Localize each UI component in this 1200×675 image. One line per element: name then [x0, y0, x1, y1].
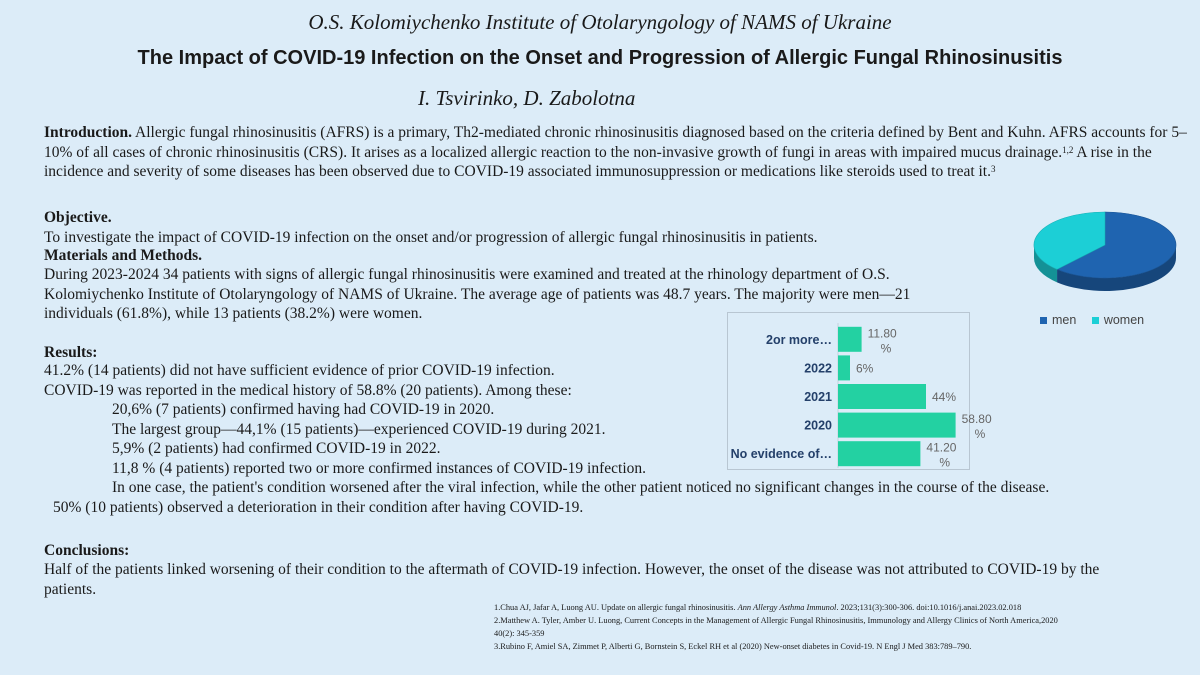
- result-line: In one case, the patient's condition worsened after the viral infection, while the other patient noticed no significant changes in the course of the disease.: [112, 479, 1050, 496]
- result-line: 41.2% (14 patients) did not have sufficient evidence of prior COVID-19 infection.: [44, 362, 555, 379]
- bar: [838, 327, 862, 352]
- methods-text: During 2023-2024 34 patients with signs of allergic fungal rhinosinusitis were examined and treated at the rhinology department of O.S. Kolomiychenko Institute of Otolaryngology of NAMS of Ukraine. The average age of patients was 48.7 years. The majority were men—21 individuals (61.8%), while 13 patients (38.2%) were women.: [44, 266, 911, 322]
- reference-1-text-b: . 2023;131(3):300-306. doi:10.1016/j.anai.2023.02.018: [836, 603, 1022, 612]
- bar: [838, 384, 926, 409]
- legend-swatch-women: [1092, 317, 1099, 324]
- result-line: 5,9% (2 patients) had confirmed COVID-19 in 2022.: [112, 440, 441, 457]
- bar-category-label: 2022: [804, 361, 832, 376]
- poster-title: The Impact of COVID-19 Infection on the Onset and Progression of Allergic Fungal Rhinosinusitis: [137, 47, 1063, 69]
- bar-chart-svg: [728, 313, 992, 471]
- authors: I. Tsvirinko, D. Zabolotna: [418, 86, 636, 110]
- reference-3: 3.Rubino F, Amiel SA, Zimmet P, Alberti G, Bornstein S, Eckel RH et al (2020) New-onset diabetes in Covid-19. N Engl J Med 383:789–790.: [494, 642, 972, 651]
- reference-1-journal: Ann Allergy Asthma Immunol: [737, 603, 837, 612]
- introduction-text-a: Allergic fungal rhinosinusitis (AFRS) is a primary, Th2-mediated chronic rhinosinusitis diagnosed based on the criteria defined by Bent and Kuhn. AFRS accounts for 5–10% of all cases of chronic rhinosinusitis (CRS). It arises as a localized allergic reaction to the non-invasive growth of fungi in areas with impaired mucus drainage.: [44, 124, 1187, 161]
- reference-1: [494, 601, 1074, 614]
- introduction-heading: Introduction.: [44, 124, 132, 141]
- gender-pie-chart: [1025, 205, 1185, 340]
- objective-text: To investigate the impact of COVID-19 infection on the onset and/or progression of allergic fungal rhinosinusitis in patients.: [44, 229, 818, 246]
- result-line: 20,6% (7 patients) confirmed having had COVID-19 in 2020.: [112, 401, 495, 418]
- bar-value-label: 58.80 %: [961, 412, 992, 442]
- bar: [838, 441, 920, 466]
- pie-chart-svg: [1025, 205, 1185, 305]
- bar: [838, 413, 956, 438]
- methods-heading: Materials and Methods.: [44, 247, 203, 264]
- legend-label-men: men: [1052, 313, 1077, 327]
- bar-category-label: 2020: [804, 418, 832, 433]
- result-line: 11,8 % (4 patients) reported two or more confirmed instances of COVID-19 infection.: [112, 459, 647, 477]
- bar: [838, 355, 850, 380]
- introduction-citation-b: 3: [991, 164, 996, 174]
- bar-value-label: 41.20 %: [926, 440, 957, 470]
- introduction-citation-a: 1,2: [1062, 144, 1074, 155]
- legend-swatch-men: [1040, 317, 1047, 324]
- reference-2: 2.Matthew A. Tyler, Amber U. Luong, Current Concepts in the Management of Allergic Fungal Rhinosinusitis, Immunology and Allergy Clinics of North America,2020 40(2): 345-359: [494, 616, 1058, 638]
- conclusions-text: Half of the patients linked worsening of their condition to the aftermath of COVID-19 infection. However, the onset of the disease was not attributed to COVID-19 by the patients.: [44, 561, 1100, 598]
- results-list: [44, 361, 1194, 517]
- bar-value-label: 6%: [856, 361, 874, 376]
- bar-category-label: 2or more…: [766, 332, 832, 347]
- legend-item-women: [1092, 313, 1144, 327]
- references: [494, 601, 1074, 653]
- bar-value-label: 11.80 %: [867, 326, 897, 356]
- pie-legend: [1040, 313, 1190, 327]
- objective-heading: Objective.: [44, 209, 112, 226]
- conclusions-heading: Conclusions:: [44, 542, 130, 559]
- introduction-text-b: A rise in the incidence and severity of some diseases has been observed due to COVID-19 associated immunosuppression or medications like steroids used to treat it.: [44, 143, 1152, 180]
- bar-value-label: 44%: [932, 390, 957, 404]
- covid-year-bar-chart: [727, 312, 992, 470]
- legend-label-women: women: [1103, 313, 1145, 327]
- institute-name: O.S. Kolomiychenko Institute of Otolaryngology of NAMS of Ukraine: [308, 10, 892, 34]
- introduction-section: [44, 123, 1189, 182]
- bar-category-label: 2021: [804, 390, 832, 404]
- legend-item-men: [1040, 313, 1076, 327]
- reference-1-text-a: 1.Chua AJ, Jafar A, Luong AU. Update on allergic fungal rhinosinusitis.: [494, 603, 738, 612]
- result-line: COVID-19 was reported in the medical history of 58.8% (20 patients). Among these:: [44, 381, 572, 399]
- results-heading: Results:: [44, 344, 98, 361]
- result-line: The largest group—44,1% (15 patients)—experienced COVID-19 during 2021.: [112, 420, 606, 438]
- bar-category-label: No evidence of…: [730, 447, 832, 462]
- result-line: 50% (10 patients) observed a deterioration in their condition after having COVID-19.: [53, 498, 584, 516]
